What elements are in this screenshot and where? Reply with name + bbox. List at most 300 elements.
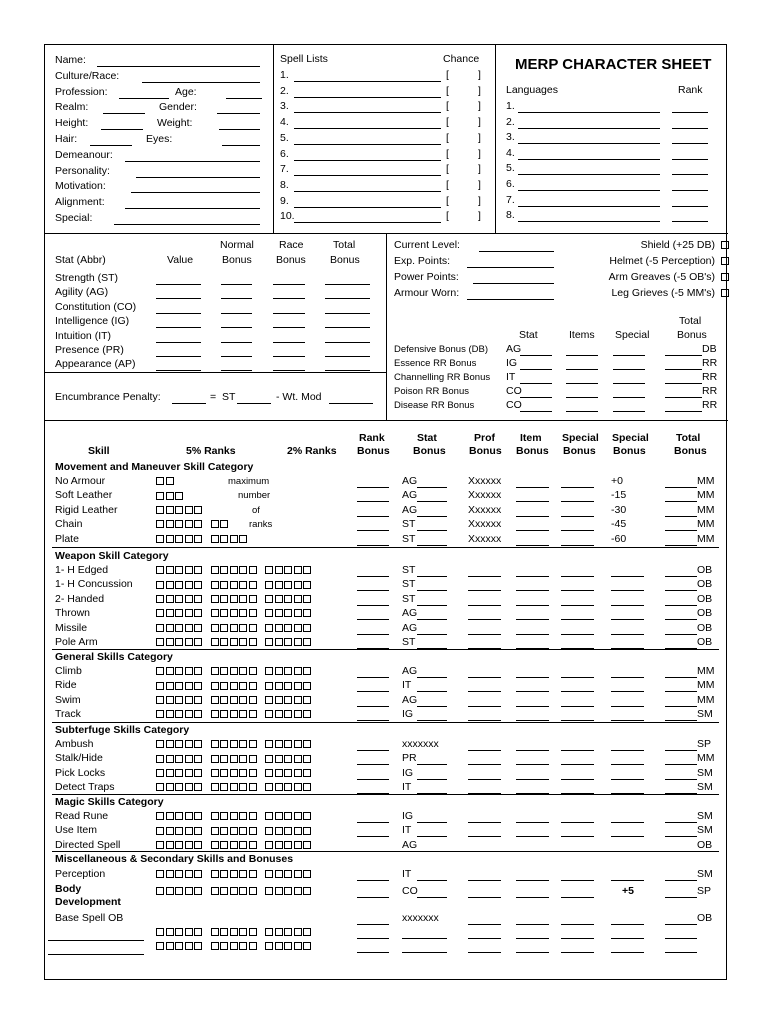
skill-stat-field[interactable] bbox=[417, 836, 447, 837]
rank-box-group[interactable] bbox=[211, 868, 259, 880]
spell-list-field[interactable] bbox=[294, 97, 441, 98]
item-bonus-field[interactable] bbox=[516, 938, 549, 939]
rank-checkbox[interactable] bbox=[211, 638, 219, 646]
rank-box-group[interactable] bbox=[156, 824, 204, 836]
rank-checkbox[interactable] bbox=[175, 609, 183, 617]
rank-checkbox[interactable] bbox=[156, 887, 164, 895]
skill-stat-field[interactable] bbox=[417, 706, 447, 707]
rank-checkbox[interactable] bbox=[249, 740, 257, 748]
rank-checkbox[interactable] bbox=[220, 841, 228, 849]
skill-stat-field[interactable] bbox=[417, 897, 447, 898]
skill-stat-field[interactable] bbox=[417, 880, 447, 881]
rank-checkbox[interactable] bbox=[265, 638, 273, 646]
rank-checkbox[interactable] bbox=[249, 783, 257, 791]
rank-checkbox[interactable] bbox=[230, 682, 238, 690]
special-bonus-field[interactable] bbox=[561, 530, 594, 531]
rank-checkbox[interactable] bbox=[156, 492, 164, 500]
rank-checkbox[interactable] bbox=[265, 769, 273, 777]
rank-checkbox[interactable] bbox=[284, 783, 292, 791]
identity-field[interactable] bbox=[142, 82, 260, 83]
special-bonus-field[interactable] bbox=[561, 952, 594, 953]
rank-checkbox[interactable] bbox=[166, 535, 174, 543]
item-bonus-field[interactable] bbox=[516, 677, 549, 678]
language-field[interactable] bbox=[518, 190, 660, 191]
rank-checkbox[interactable] bbox=[175, 682, 183, 690]
identity-field[interactable] bbox=[136, 177, 260, 178]
stat-total-field[interactable] bbox=[325, 313, 370, 314]
rank-checkbox[interactable] bbox=[249, 609, 257, 617]
total-bonus-field[interactable] bbox=[665, 516, 697, 517]
rank-checkbox[interactable] bbox=[156, 624, 164, 632]
defense-special-field[interactable] bbox=[613, 411, 645, 412]
rank-checkbox[interactable] bbox=[230, 827, 238, 835]
rank-checkbox[interactable] bbox=[230, 841, 238, 849]
rank-checkbox[interactable] bbox=[185, 827, 193, 835]
rank-checkbox[interactable] bbox=[166, 696, 174, 704]
rank-boxes[interactable] bbox=[156, 885, 320, 897]
rank-checkbox[interactable] bbox=[156, 566, 164, 574]
identity-field[interactable] bbox=[114, 224, 260, 225]
rank-boxes[interactable] bbox=[156, 593, 320, 605]
skill-stat-field[interactable] bbox=[417, 487, 447, 488]
prof-bonus-field[interactable] bbox=[468, 924, 501, 925]
rank-checkbox[interactable] bbox=[156, 942, 164, 950]
prof-bonus-field[interactable] bbox=[468, 750, 501, 751]
rank-checkbox[interactable] bbox=[166, 870, 174, 878]
rank-checkbox[interactable] bbox=[303, 783, 311, 791]
defense-items-field[interactable] bbox=[566, 383, 598, 384]
language-rank-field[interactable] bbox=[672, 143, 708, 144]
rank-bonus-field[interactable] bbox=[357, 619, 389, 620]
special-bonus-field[interactable] bbox=[561, 634, 594, 635]
item-bonus-field[interactable] bbox=[516, 924, 549, 925]
rank-checkbox[interactable] bbox=[185, 769, 193, 777]
rank-checkbox[interactable] bbox=[303, 870, 311, 878]
special-bonus-field-2[interactable] bbox=[611, 619, 644, 620]
spell-list-field[interactable] bbox=[294, 128, 441, 129]
rank-boxes[interactable] bbox=[156, 752, 320, 764]
rank-checkbox[interactable] bbox=[211, 740, 219, 748]
rank-checkbox[interactable] bbox=[265, 942, 273, 950]
prof-bonus-field[interactable] bbox=[468, 706, 501, 707]
rank-checkbox[interactable] bbox=[166, 887, 174, 895]
skill-stat-field[interactable] bbox=[417, 516, 447, 517]
rank-checkbox[interactable] bbox=[220, 581, 228, 589]
prof-bonus-field[interactable] bbox=[468, 605, 501, 606]
rank-checkbox[interactable] bbox=[175, 520, 183, 528]
rank-box-group[interactable] bbox=[211, 767, 259, 779]
rank-checkbox[interactable] bbox=[249, 581, 257, 589]
total-bonus-field[interactable] bbox=[665, 924, 697, 925]
rank-bonus-field[interactable] bbox=[357, 750, 389, 751]
rank-box-group[interactable] bbox=[156, 767, 204, 779]
rank-box-group[interactable] bbox=[156, 738, 204, 750]
rank-checkbox[interactable] bbox=[194, 887, 202, 895]
prof-bonus-field[interactable] bbox=[468, 836, 501, 837]
rank-checkbox[interactable] bbox=[230, 609, 238, 617]
rank-checkbox[interactable] bbox=[284, 710, 292, 718]
st-field[interactable] bbox=[237, 403, 271, 404]
rank-checkbox[interactable] bbox=[185, 942, 193, 950]
rank-checkbox[interactable] bbox=[303, 841, 311, 849]
special-bonus-field-2[interactable] bbox=[611, 836, 644, 837]
rank-checkbox[interactable] bbox=[230, 812, 238, 820]
rank-box-group[interactable] bbox=[156, 839, 204, 851]
armor-checkbox[interactable] bbox=[721, 241, 729, 249]
special-bonus-field-2[interactable] bbox=[611, 677, 644, 678]
rank-checkbox[interactable] bbox=[303, 624, 311, 632]
prof-bonus-field[interactable] bbox=[468, 634, 501, 635]
rank-checkbox[interactable] bbox=[265, 609, 273, 617]
rank-checkbox[interactable] bbox=[185, 595, 193, 603]
rank-checkbox[interactable] bbox=[249, 827, 257, 835]
item-bonus-field[interactable] bbox=[516, 822, 549, 823]
special-bonus-field-2[interactable] bbox=[611, 590, 644, 591]
rank-checkbox[interactable] bbox=[194, 581, 202, 589]
rank-box-group[interactable] bbox=[211, 824, 259, 836]
rank-checkbox[interactable] bbox=[275, 682, 283, 690]
rank-checkbox[interactable] bbox=[294, 696, 302, 704]
rank-box-group[interactable] bbox=[156, 708, 204, 720]
defense-items-field[interactable] bbox=[566, 355, 598, 356]
rank-checkbox[interactable] bbox=[239, 710, 247, 718]
rank-checkbox[interactable] bbox=[166, 492, 174, 500]
defense-special-field[interactable] bbox=[613, 397, 645, 398]
rank-checkbox[interactable] bbox=[175, 667, 183, 675]
rank-checkbox[interactable] bbox=[194, 506, 202, 514]
rank-checkbox[interactable] bbox=[220, 812, 228, 820]
rank-checkbox[interactable] bbox=[185, 624, 193, 632]
prof-bonus-field[interactable] bbox=[468, 677, 501, 678]
stat-total-field[interactable] bbox=[325, 356, 370, 357]
rank-checkbox[interactable] bbox=[220, 595, 228, 603]
rank-checkbox[interactable] bbox=[284, 624, 292, 632]
rank-checkbox[interactable] bbox=[185, 887, 193, 895]
stat-normal-field[interactable] bbox=[221, 342, 252, 343]
rank-box-group[interactable] bbox=[265, 636, 313, 648]
rank-checkbox[interactable] bbox=[166, 783, 174, 791]
total-bonus-field[interactable] bbox=[665, 764, 697, 765]
skill-stat-field[interactable] bbox=[402, 952, 447, 953]
rank-checkbox[interactable] bbox=[294, 710, 302, 718]
rank-checkbox[interactable] bbox=[239, 870, 247, 878]
rank-box-group[interactable] bbox=[156, 810, 204, 822]
rank-box-group[interactable] bbox=[156, 564, 204, 576]
rank-checkbox[interactable] bbox=[220, 710, 228, 718]
rank-checkbox[interactable] bbox=[303, 942, 311, 950]
rank-checkbox[interactable] bbox=[265, 581, 273, 589]
rank-bonus-field[interactable] bbox=[357, 487, 389, 488]
special-bonus-field[interactable] bbox=[561, 779, 594, 780]
rank-checkbox[interactable] bbox=[185, 710, 193, 718]
rank-checkbox[interactable] bbox=[275, 755, 283, 763]
rank-box-group[interactable] bbox=[211, 926, 259, 938]
rank-checkbox[interactable] bbox=[185, 667, 193, 675]
rank-checkbox[interactable] bbox=[284, 667, 292, 675]
rank-checkbox[interactable] bbox=[249, 595, 257, 603]
rank-checkbox[interactable] bbox=[294, 667, 302, 675]
item-bonus-field[interactable] bbox=[516, 952, 549, 953]
rank-box-group[interactable] bbox=[265, 868, 313, 880]
defense-special-field[interactable] bbox=[613, 383, 645, 384]
rank-checkbox[interactable] bbox=[294, 887, 302, 895]
rank-box-group[interactable] bbox=[211, 810, 259, 822]
special-bonus-field-2[interactable] bbox=[611, 822, 644, 823]
rank-checkbox[interactable] bbox=[294, 812, 302, 820]
rank-checkbox[interactable] bbox=[239, 769, 247, 777]
stat-total-field[interactable] bbox=[325, 284, 370, 285]
item-bonus-field[interactable] bbox=[516, 530, 549, 531]
rank-checkbox[interactable] bbox=[249, 870, 257, 878]
rank-checkbox[interactable] bbox=[211, 595, 219, 603]
stat-total-field[interactable] bbox=[325, 342, 370, 343]
special-bonus-field-2[interactable] bbox=[611, 691, 644, 692]
rank-checkbox[interactable] bbox=[303, 696, 311, 704]
stat-normal-field[interactable] bbox=[221, 356, 252, 357]
defense-special-field[interactable] bbox=[613, 355, 645, 356]
defense-stat-field[interactable] bbox=[520, 383, 552, 384]
item-bonus-field[interactable] bbox=[516, 706, 549, 707]
stat-race-field[interactable] bbox=[273, 356, 305, 357]
rank-checkbox[interactable] bbox=[156, 870, 164, 878]
rank-checkbox[interactable] bbox=[303, 667, 311, 675]
rank-checkbox[interactable] bbox=[239, 638, 247, 646]
spell-list-field[interactable] bbox=[294, 175, 441, 176]
prof-bonus-field[interactable] bbox=[468, 897, 501, 898]
item-bonus-field[interactable] bbox=[516, 590, 549, 591]
prof-bonus-field[interactable] bbox=[468, 590, 501, 591]
total-bonus-field[interactable] bbox=[665, 634, 697, 635]
rank-checkbox[interactable] bbox=[185, 506, 193, 514]
rank-checkbox[interactable] bbox=[175, 595, 183, 603]
rank-checkbox[interactable] bbox=[294, 624, 302, 632]
language-field[interactable] bbox=[518, 112, 660, 113]
total-bonus-field[interactable] bbox=[665, 822, 697, 823]
rank-checkbox[interactable] bbox=[249, 755, 257, 763]
stat-race-field[interactable] bbox=[273, 342, 305, 343]
total-bonus-field[interactable] bbox=[665, 677, 697, 678]
rank-checkbox[interactable] bbox=[230, 638, 238, 646]
rank-box-group[interactable] bbox=[211, 578, 259, 590]
rank-checkbox[interactable] bbox=[275, 624, 283, 632]
rank-checkbox[interactable] bbox=[194, 609, 202, 617]
rank-box-group[interactable] bbox=[211, 839, 259, 851]
rank-checkbox[interactable] bbox=[185, 783, 193, 791]
rank-checkbox[interactable] bbox=[166, 942, 174, 950]
spell-list-field[interactable] bbox=[294, 222, 441, 223]
defense-total-field[interactable] bbox=[665, 397, 702, 398]
rank-box-group[interactable] bbox=[211, 593, 259, 605]
rank-box-group[interactable] bbox=[265, 839, 313, 851]
rank-box-group[interactable] bbox=[265, 752, 313, 764]
special-bonus-field[interactable] bbox=[561, 924, 594, 925]
rank-checkbox[interactable] bbox=[211, 682, 219, 690]
rank-checkbox[interactable] bbox=[275, 710, 283, 718]
rank-box-group[interactable] bbox=[265, 767, 313, 779]
rank-checkbox[interactable] bbox=[284, 942, 292, 950]
item-bonus-field[interactable] bbox=[516, 634, 549, 635]
rank-checkbox[interactable] bbox=[239, 535, 247, 543]
language-rank-field[interactable] bbox=[672, 221, 708, 222]
rank-boxes[interactable] bbox=[156, 475, 182, 487]
spell-list-field[interactable] bbox=[294, 191, 441, 192]
rank-checkbox[interactable] bbox=[265, 870, 273, 878]
rank-checkbox[interactable] bbox=[175, 769, 183, 777]
rank-boxes[interactable] bbox=[156, 564, 320, 576]
rank-checkbox[interactable] bbox=[249, 638, 257, 646]
rank-checkbox[interactable] bbox=[249, 667, 257, 675]
rank-checkbox[interactable] bbox=[275, 769, 283, 777]
total-bonus-field[interactable] bbox=[665, 619, 697, 620]
spell-list-field[interactable] bbox=[294, 207, 441, 208]
defense-items-field[interactable] bbox=[566, 411, 598, 412]
rank-checkbox[interactable] bbox=[265, 667, 273, 675]
stat-value-field[interactable] bbox=[156, 298, 201, 299]
rank-checkbox[interactable] bbox=[211, 841, 219, 849]
rank-checkbox[interactable] bbox=[194, 682, 202, 690]
rank-checkbox[interactable] bbox=[239, 942, 247, 950]
identity-field[interactable] bbox=[119, 98, 169, 99]
rank-checkbox[interactable] bbox=[211, 812, 219, 820]
rank-box-group[interactable] bbox=[265, 564, 313, 576]
rank-checkbox[interactable] bbox=[249, 624, 257, 632]
rank-checkbox[interactable] bbox=[211, 887, 219, 895]
rank-checkbox[interactable] bbox=[275, 566, 283, 574]
rank-box-group[interactable] bbox=[265, 607, 313, 619]
total-bonus-field[interactable] bbox=[665, 487, 697, 488]
rank-checkbox[interactable] bbox=[284, 887, 292, 895]
item-bonus-field[interactable] bbox=[516, 576, 549, 577]
rank-box-group[interactable] bbox=[265, 940, 313, 952]
total-bonus-field[interactable] bbox=[665, 501, 697, 502]
identity-field[interactable] bbox=[101, 129, 143, 130]
rank-checkbox[interactable] bbox=[166, 740, 174, 748]
special-bonus-field-2[interactable] bbox=[611, 779, 644, 780]
status-field[interactable] bbox=[467, 299, 554, 300]
rank-checkbox[interactable] bbox=[220, 887, 228, 895]
rank-box-group[interactable] bbox=[156, 518, 204, 530]
rank-checkbox[interactable] bbox=[265, 841, 273, 849]
rank-checkbox[interactable] bbox=[275, 740, 283, 748]
rank-checkbox[interactable] bbox=[175, 812, 183, 820]
rank-checkbox[interactable] bbox=[275, 638, 283, 646]
rank-checkbox[interactable] bbox=[166, 477, 174, 485]
rank-checkbox[interactable] bbox=[194, 812, 202, 820]
rank-checkbox[interactable] bbox=[230, 696, 238, 704]
custom-skill-field[interactable] bbox=[48, 940, 144, 941]
special-bonus-field[interactable] bbox=[561, 880, 594, 881]
rank-checkbox[interactable] bbox=[294, 581, 302, 589]
rank-checkbox[interactable] bbox=[284, 769, 292, 777]
rank-checkbox[interactable] bbox=[175, 740, 183, 748]
rank-checkbox[interactable] bbox=[166, 506, 174, 514]
rank-checkbox[interactable] bbox=[211, 696, 219, 704]
status-field[interactable] bbox=[467, 267, 554, 268]
rank-checkbox[interactable] bbox=[185, 682, 193, 690]
rank-checkbox[interactable] bbox=[185, 609, 193, 617]
spell-list-field[interactable] bbox=[294, 81, 441, 82]
identity-field[interactable] bbox=[226, 98, 262, 99]
rank-checkbox[interactable] bbox=[275, 609, 283, 617]
custom-skill-field[interactable] bbox=[48, 954, 144, 955]
language-field[interactable] bbox=[518, 221, 660, 222]
identity-field[interactable] bbox=[219, 129, 260, 130]
rank-box-group[interactable] bbox=[156, 679, 204, 691]
stat-race-field[interactable] bbox=[273, 284, 305, 285]
rank-checkbox[interactable] bbox=[303, 827, 311, 835]
rank-box-group[interactable] bbox=[265, 679, 313, 691]
rank-box-group[interactable] bbox=[156, 622, 204, 634]
rank-checkbox[interactable] bbox=[284, 812, 292, 820]
total-bonus-field[interactable] bbox=[665, 691, 697, 692]
rank-checkbox[interactable] bbox=[230, 769, 238, 777]
special-bonus-field-2[interactable] bbox=[611, 750, 644, 751]
rank-checkbox[interactable] bbox=[303, 682, 311, 690]
rank-checkbox[interactable] bbox=[185, 870, 193, 878]
rank-box-group[interactable] bbox=[156, 752, 204, 764]
spell-list-field[interactable] bbox=[294, 112, 441, 113]
rank-checkbox[interactable] bbox=[265, 696, 273, 704]
skill-stat-field[interactable] bbox=[417, 590, 447, 591]
encumbrance-field[interactable] bbox=[172, 403, 206, 404]
rank-checkbox[interactable] bbox=[275, 696, 283, 704]
defense-stat-field[interactable] bbox=[520, 355, 552, 356]
special-bonus-field-2[interactable] bbox=[611, 924, 644, 925]
rank-checkbox[interactable] bbox=[211, 928, 219, 936]
rank-bonus-field[interactable] bbox=[357, 880, 389, 881]
skill-stat-field[interactable] bbox=[402, 938, 447, 939]
rank-checkbox[interactable] bbox=[156, 827, 164, 835]
spell-list-field[interactable] bbox=[294, 160, 441, 161]
rank-checkbox[interactable] bbox=[230, 710, 238, 718]
rank-checkbox[interactable] bbox=[294, 928, 302, 936]
prof-bonus-field[interactable] bbox=[468, 880, 501, 881]
stat-value-field[interactable] bbox=[156, 313, 201, 314]
rank-checkbox[interactable] bbox=[230, 740, 238, 748]
skill-stat-field[interactable] bbox=[417, 501, 447, 502]
rank-checkbox[interactable] bbox=[230, 595, 238, 603]
rank-checkbox[interactable] bbox=[294, 609, 302, 617]
skill-stat-field[interactable] bbox=[417, 779, 447, 780]
rank-checkbox[interactable] bbox=[275, 870, 283, 878]
language-rank-field[interactable] bbox=[672, 112, 708, 113]
defense-special-field[interactable] bbox=[613, 369, 645, 370]
rank-checkbox[interactable] bbox=[284, 827, 292, 835]
rank-checkbox[interactable] bbox=[284, 755, 292, 763]
rank-checkbox[interactable] bbox=[303, 812, 311, 820]
rank-box-group[interactable] bbox=[211, 636, 259, 648]
rank-checkbox[interactable] bbox=[265, 710, 273, 718]
skill-stat-field[interactable] bbox=[417, 545, 447, 546]
item-bonus-field[interactable] bbox=[516, 605, 549, 606]
rank-checkbox[interactable] bbox=[265, 812, 273, 820]
special-bonus-field-2[interactable] bbox=[611, 634, 644, 635]
skill-stat-field[interactable] bbox=[417, 619, 447, 620]
rank-checkbox[interactable] bbox=[265, 740, 273, 748]
rank-checkbox[interactable] bbox=[294, 942, 302, 950]
special-bonus-field[interactable] bbox=[561, 619, 594, 620]
rank-checkbox[interactable] bbox=[275, 783, 283, 791]
special-bonus-field[interactable] bbox=[561, 487, 594, 488]
identity-field[interactable] bbox=[222, 145, 260, 146]
special-bonus-field[interactable] bbox=[561, 501, 594, 502]
prof-bonus-field[interactable] bbox=[468, 764, 501, 765]
language-field[interactable] bbox=[518, 128, 660, 129]
rank-checkbox[interactable] bbox=[249, 769, 257, 777]
status-field[interactable] bbox=[479, 251, 554, 252]
rank-box-group[interactable] bbox=[265, 824, 313, 836]
defense-total-field[interactable] bbox=[665, 411, 702, 412]
